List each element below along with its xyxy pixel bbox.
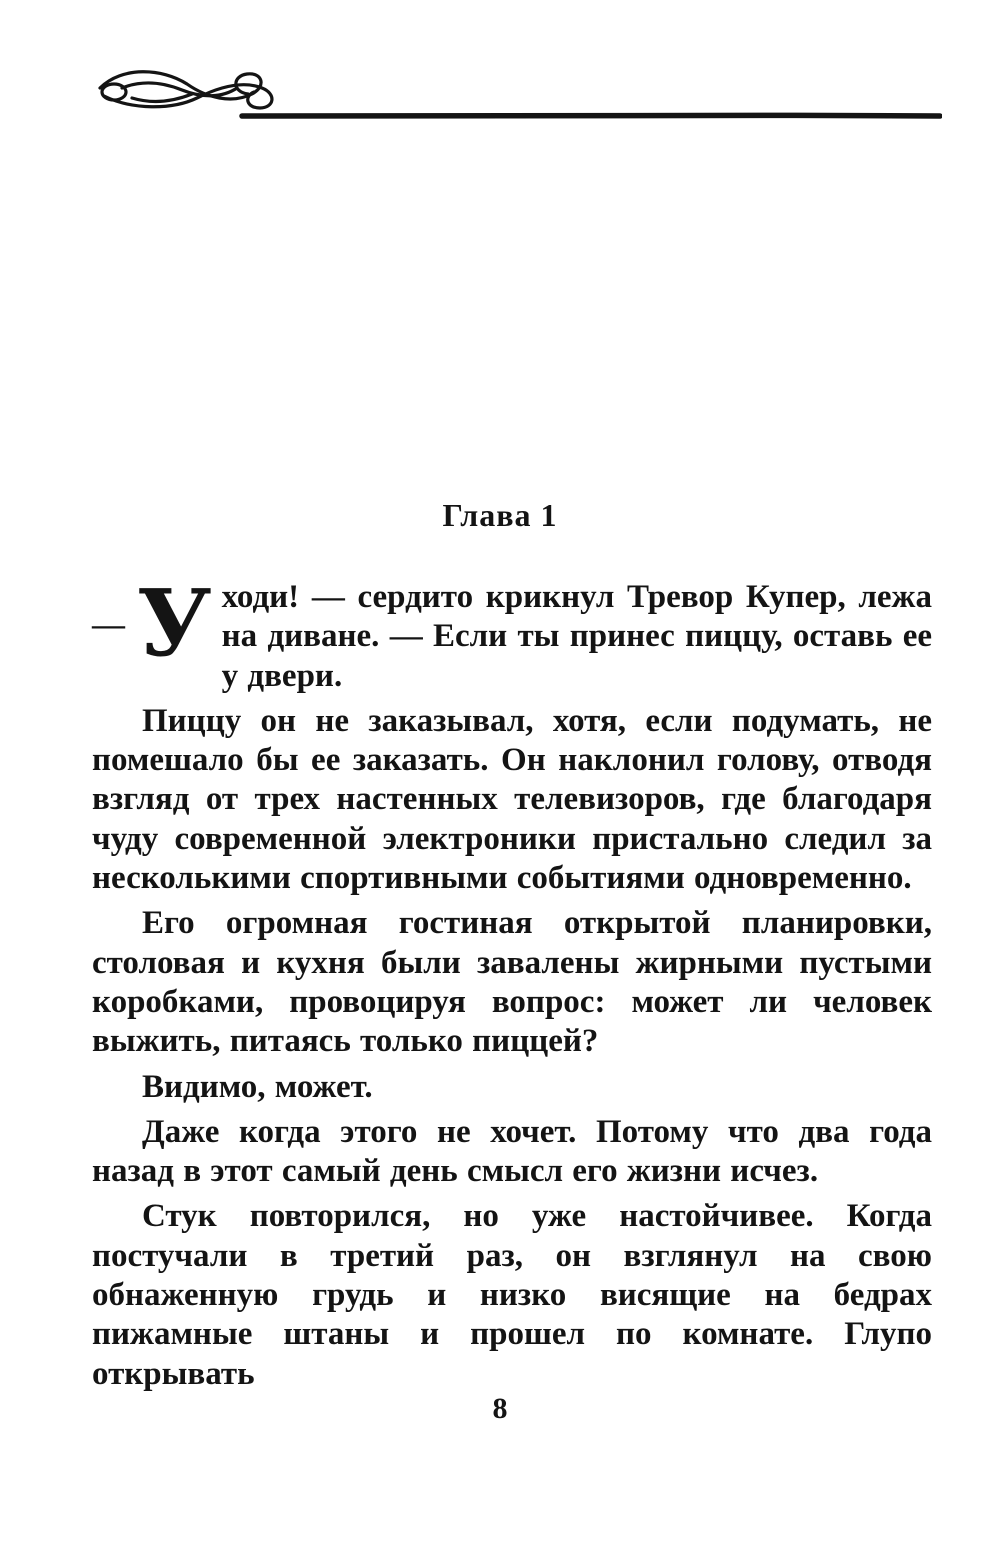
- first-paragraph: [92, 569, 932, 696]
- paragraph: Пиццу он не заказывал, хотя, если подумать, не помешало бы ее заказать. Он наклонил голову, отводя взгляд от трех настенных телевизоров, где благодаря чуду современной электроники пристально следил за несколькими спортивными событиями одновременно.: [92, 702, 932, 897]
- flourish-ornament-icon: [92, 58, 942, 128]
- chapter-title: Глава 1: [442, 497, 558, 533]
- paragraph: Видимо, может.: [142, 1068, 373, 1105]
- paragraph: Даже когда этого не хочет. Потому что два года назад в этот самый день смысл его жизни исчез.: [92, 1113, 932, 1190]
- opening-dash: —: [92, 607, 125, 643]
- paragraph: Стук повторился, но уже настойчивее. Когда постучали в третий раз, он взглянул на свою обнаженную грудь и низко висящие на бедрах пижамные штаны и прошел по комнате. Глупо открывать: [92, 1198, 932, 1392]
- paragraph: Его огромная гостиная открытой планировки, столовая и кухня были завалены жирными пустыми коробками, провоцируя вопрос: может ли человек выжить, питаясь только пиццей?: [92, 905, 932, 1060]
- first-paragraph-text: ходи! — сердито крикнул Тревор Купер, лежа на диване. — Если ты принес пиццу, оставь ее у двери.: [221, 579, 932, 694]
- body-text: [92, 569, 932, 1394]
- drop-cap: У: [137, 569, 212, 677]
- page-number: 8: [492, 1392, 508, 1425]
